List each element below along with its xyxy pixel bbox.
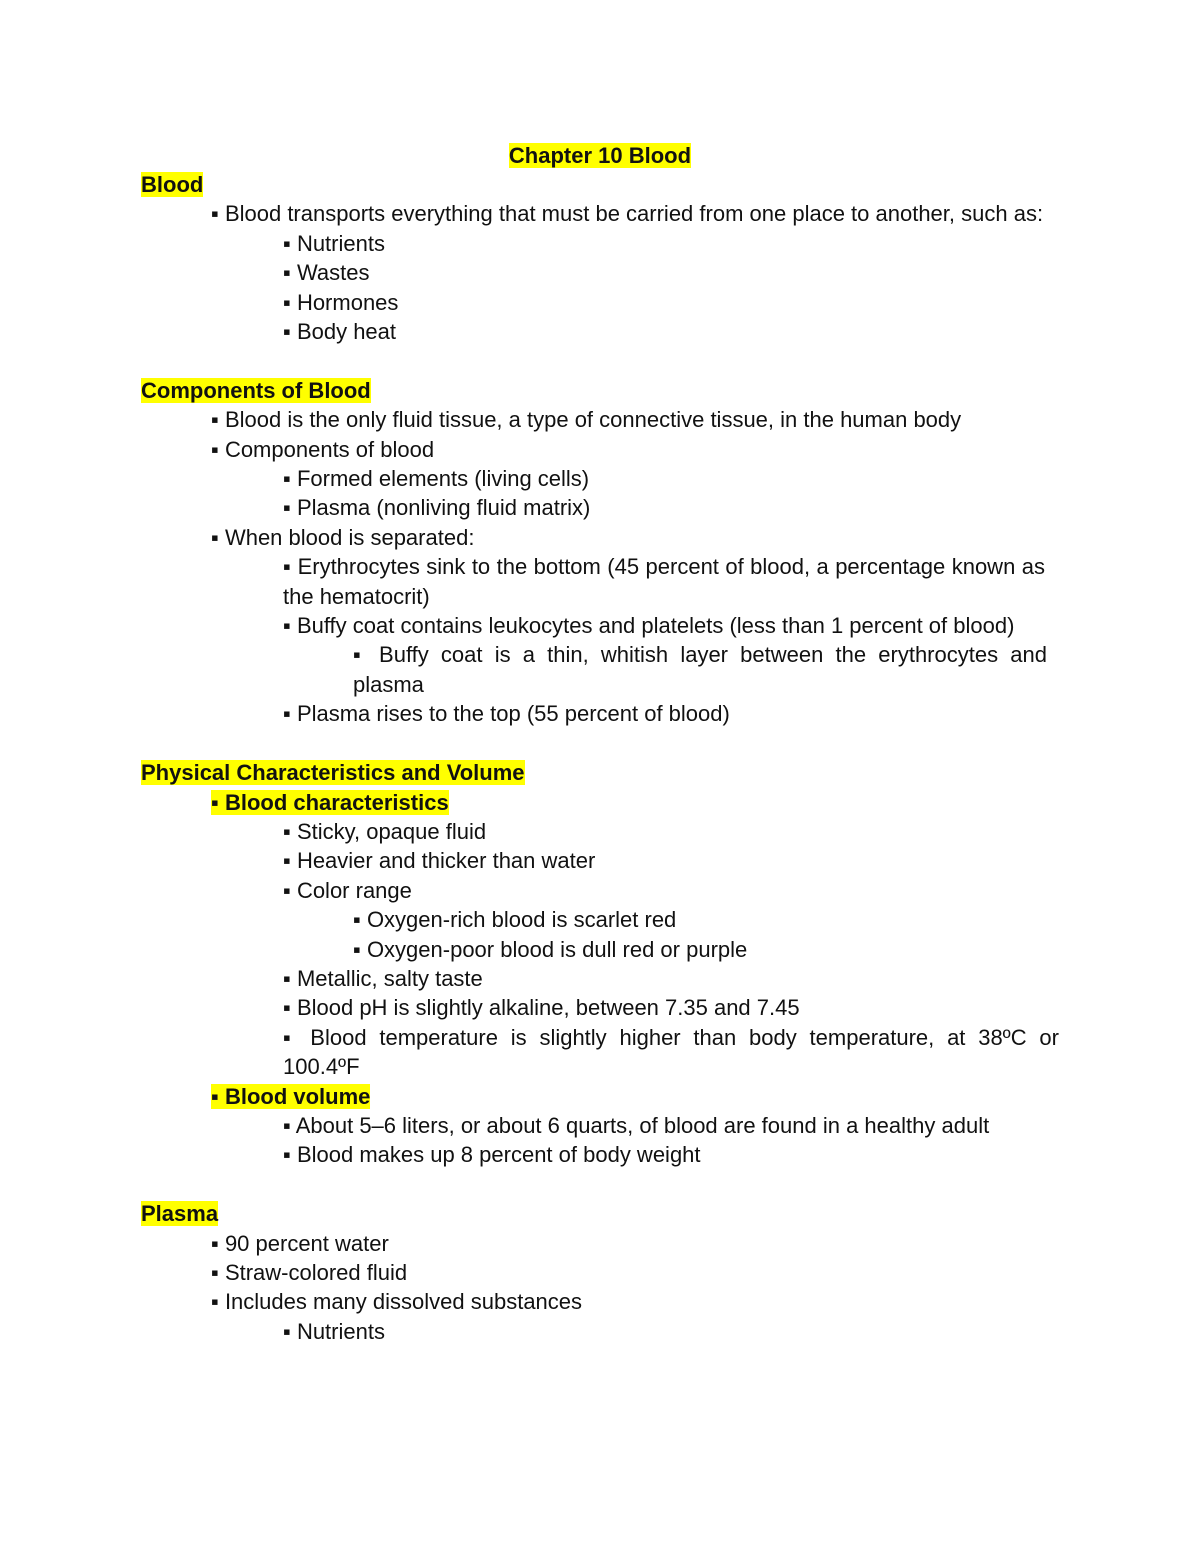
bullet-icon: ▪ [283,466,291,492]
blood-intro: ▪ Blood transports everything that must be carried from one place to another, such as: [211,201,1044,227]
bullet-icon: ▪ [211,1230,219,1256]
list-item: ▪ Plasma (nonliving fluid matrix) [283,495,591,521]
bullet-icon: ▪ [211,1259,219,1285]
subheading-blood-volume: ▪ Blood volume [211,1083,371,1109]
list-item: ▪ Erythrocytes sink to the bottom (45 percent of blood, a percentage known as the hematocrit) [283,554,1045,609]
list-item: ▪ Buffy coat contains leukocytes and platelets (less than 1 percent of blood) [283,613,1015,639]
list-item: ▪ Metallic, salty taste [283,965,483,991]
list-item: ▪ Nutrients [283,1318,385,1344]
bullet-icon: ▪ [283,848,291,874]
bullet-icon: ▪ [283,995,291,1021]
subheading-blood-characteristics: ▪ Blood characteristics [211,789,449,815]
bullet-icon: ▪ [211,1083,219,1109]
list-item: ▪ Blood makes up 8 percent of body weight [283,1142,701,1168]
list-item: ▪ Oxygen-rich blood is scarlet red [353,907,677,933]
list-item: ▪ Blood pH is slightly alkaline, between 7.35 and 7.45 [283,995,800,1021]
list-item: ▪ Formed elements (living cells) [283,466,590,492]
document-body [141,170,1061,1346]
bullet-icon: ▪ [283,613,291,639]
list-item: ▪ Components of blood [211,436,435,462]
bullet-icon: ▪ [211,201,219,227]
list-item: ▪ Sticky, opaque fluid [283,818,487,844]
list-item: ▪ Includes many dissolved substances [211,1289,583,1315]
list-item: ▪ Nutrients [283,230,385,256]
list-item: ▪ Hormones [283,289,399,315]
list-item: ▪ Color range [283,877,412,903]
list-item: ▪ Wastes [283,260,370,286]
page-title: Chapter 10 Blood [508,143,692,168]
bullet-icon: ▪ [211,789,219,815]
list-item: ▪ About 5–6 liters, or about 6 quarts, of blood are found in a healthy adult [283,1112,990,1138]
bullet-icon: ▪ [283,289,291,315]
list-item: ▪ 90 percent water [211,1230,389,1256]
section-heading-blood: Blood [141,172,204,197]
spacer [141,1170,1061,1199]
bullet-icon: ▪ [353,907,361,933]
bullet-icon: ▪ [283,701,291,727]
bullet-icon: ▪ [283,495,291,521]
bullet-icon: ▪ [283,818,291,844]
bullet-icon: ▪ [283,260,291,286]
list-item: ▪ Body heat [283,319,397,345]
bullet-icon: ▪ [283,1112,291,1138]
bullet-icon: ▪ [283,1318,291,1344]
bullet-icon: ▪ [283,554,292,580]
bullet-icon: ▪ [353,642,367,668]
list-item: ▪ Plasma rises to the top (55 percent of blood) [283,701,730,727]
section-heading-physical: Physical Characteristics and Volume [141,760,525,786]
bullet-icon: ▪ [283,1142,291,1168]
list-item: ▪ Blood temperature is slightly higher than body temperature, at 38ºC or 100.4ºF [283,1024,1059,1080]
bullet-icon: ▪ [211,436,219,462]
bullet-icon: ▪ [283,1024,298,1050]
list-item: ▪ Heavier and thicker than water [283,848,596,874]
section-heading-plasma: Plasma [141,1201,219,1227]
bullet-icon: ▪ [211,524,219,550]
list-item: ▪ Straw-colored fluid [211,1259,408,1285]
list-item: ▪ Oxygen-poor blood is dull red or purple [353,936,748,962]
bullet-icon: ▪ [353,936,361,962]
bullet-icon: ▪ [211,407,219,433]
list-item: ▪ Buffy coat is a thin, whitish layer between the erythrocytes and plasma [353,642,1047,697]
bullet-icon: ▪ [283,230,291,256]
section-heading-components: Components of Blood [141,377,371,403]
list-item: ▪ Blood is the only fluid tissue, a type of connective tissue, in the human body [211,407,962,433]
bullet-icon: ▪ [211,1289,219,1315]
bullet-icon: ▪ [283,877,291,903]
spacer [141,729,1061,758]
list-item: ▪ When blood is separated: [211,524,475,550]
bullet-icon: ▪ [283,319,291,345]
spacer [141,346,1061,375]
bullet-icon: ▪ [283,965,291,991]
